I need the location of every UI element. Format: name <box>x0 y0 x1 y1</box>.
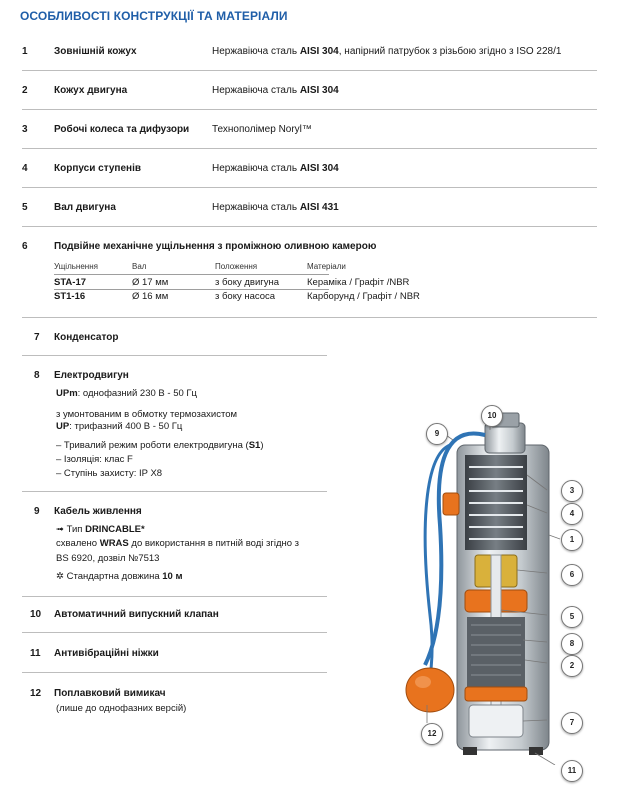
item-number: 4 <box>22 163 28 174</box>
item-value: Нержавіюча сталь AISI 304 <box>212 163 339 174</box>
motor-three-phase: UP: трифазний 400 В - 50 Гц <box>56 421 183 432</box>
divider <box>22 70 597 71</box>
seal-cell: Ø 17 мм <box>132 277 169 288</box>
capacitor-shape <box>469 705 523 737</box>
cable-type: ➟ Тип DRINCABLE* <box>56 524 145 535</box>
callout-11: 11 <box>561 760 583 782</box>
motor-bottom-flange-shape <box>465 687 527 701</box>
callout-10: 10 <box>481 405 503 427</box>
item-label: Поплавковий вимикач <box>54 688 166 699</box>
item-value: Нержавіюча сталь AISI 431 <box>212 202 339 213</box>
seal-cell: Карборунд / Графіт / NBR <box>307 291 420 302</box>
callout-5: 5 <box>561 606 583 628</box>
seal-cell: з боку двигуна <box>215 277 280 288</box>
motor-insulation: – Ізоляція: клас F <box>56 454 133 465</box>
item-number: 10 <box>30 609 42 620</box>
motor-duty: – Тривалий режим роботи електродвигуна (S1) <box>56 440 264 451</box>
float-switch-highlight <box>415 676 431 688</box>
motor-winding-shape <box>467 617 525 687</box>
cable-standard: BS 6920, дозвіл №7513 <box>56 553 160 564</box>
item-number: 12 <box>30 688 42 699</box>
seal-cell: ST1-16 <box>54 291 86 302</box>
callout-9: 9 <box>426 423 448 445</box>
divider <box>22 632 327 633</box>
divider <box>22 355 327 356</box>
seal-cell: STA-17 <box>54 277 87 288</box>
pump-cutaway-illustration <box>405 405 580 765</box>
item-number: 9 <box>34 506 40 517</box>
callout-2: 2 <box>561 655 583 677</box>
motor-single-phase: UPm: однофазний 230 В - 50 Гц <box>56 388 197 399</box>
callout-8: 8 <box>561 633 583 655</box>
item-label: Антивібраційні ніжки <box>54 648 159 659</box>
cable-length: ✲ Стандартна довжина 10 м <box>56 571 183 582</box>
divider <box>22 491 327 492</box>
seal-cell: з боку насоса <box>215 291 276 302</box>
seal-cell: Ø 16 мм <box>132 291 169 302</box>
item-label: Кабель живлення <box>54 506 142 517</box>
seal-header-materials: Матеріали <box>307 262 346 271</box>
motor-protection: – Ступінь захисту: IP X8 <box>56 468 163 479</box>
item-number: 8 <box>34 370 40 381</box>
callout-1: 1 <box>561 529 583 551</box>
seal-header-position: Положення <box>215 262 258 271</box>
item-number: 3 <box>22 124 28 135</box>
item-label: Зовнішній кожух <box>54 46 137 57</box>
item-label: Корпуси ступенів <box>54 163 141 174</box>
callout-3: 3 <box>561 480 583 502</box>
seal-header-shaft: Вал <box>132 262 147 271</box>
divider <box>22 187 597 188</box>
item-value: Технополімер Noryl™ <box>212 124 312 135</box>
float-switch-shape <box>406 668 454 712</box>
item-label: Подвійне механічне ущільнення з проміжною оливною камерою <box>54 241 377 252</box>
callout-4: 4 <box>561 503 583 525</box>
item-number: 2 <box>22 85 28 96</box>
float-switch-note: (лише до однофазних версій) <box>56 703 187 714</box>
callout-7: 7 <box>561 712 583 734</box>
seal-table-line <box>54 274 329 275</box>
divider <box>22 672 327 673</box>
callout-6: 6 <box>561 564 583 586</box>
item-label: Робочі колеса та дифузори <box>54 124 190 135</box>
seal-header-seal: Ущільнення <box>54 262 98 271</box>
item-label: Кожух двигуна <box>54 85 128 96</box>
divider <box>22 226 597 227</box>
item-label: Вал двигуна <box>54 202 116 213</box>
seal-cell: Кераміка / Графіт /NBR <box>307 277 410 288</box>
seal-table-line <box>54 289 329 290</box>
item-number: 11 <box>30 648 41 659</box>
cable-clamp-shape <box>443 493 459 515</box>
divider <box>22 317 597 318</box>
cable-wras: схвалено WRAS до використання в питній воді згідно з <box>56 538 300 549</box>
item-label: Конденсатор <box>54 332 119 343</box>
item-number: 1 <box>22 46 28 57</box>
item-number: 5 <box>22 202 28 213</box>
item-value: Нержавіюча сталь AISI 304, напірний патрубок з різьбою згідно з ISO 228/1 <box>212 46 562 57</box>
item-value: Нержавіюча сталь AISI 304 <box>212 85 339 96</box>
item-label: Автоматичний випускний клапан <box>54 609 219 620</box>
callout-12: 12 <box>421 723 443 745</box>
divider <box>22 596 327 597</box>
divider <box>22 109 597 110</box>
motor-thermal-protection: з умонтованим в обмотку термозахистом <box>56 409 238 420</box>
page-title: ОСОБЛИВОСТІ КОНСТРУКЦІЇ ТА МАТЕРІАЛИ <box>20 9 288 23</box>
divider <box>22 148 597 149</box>
anti-vibration-foot-shape <box>463 747 477 755</box>
item-number: 6 <box>22 241 28 252</box>
item-number: 7 <box>34 332 40 343</box>
item-label: Електродвигун <box>54 370 129 381</box>
